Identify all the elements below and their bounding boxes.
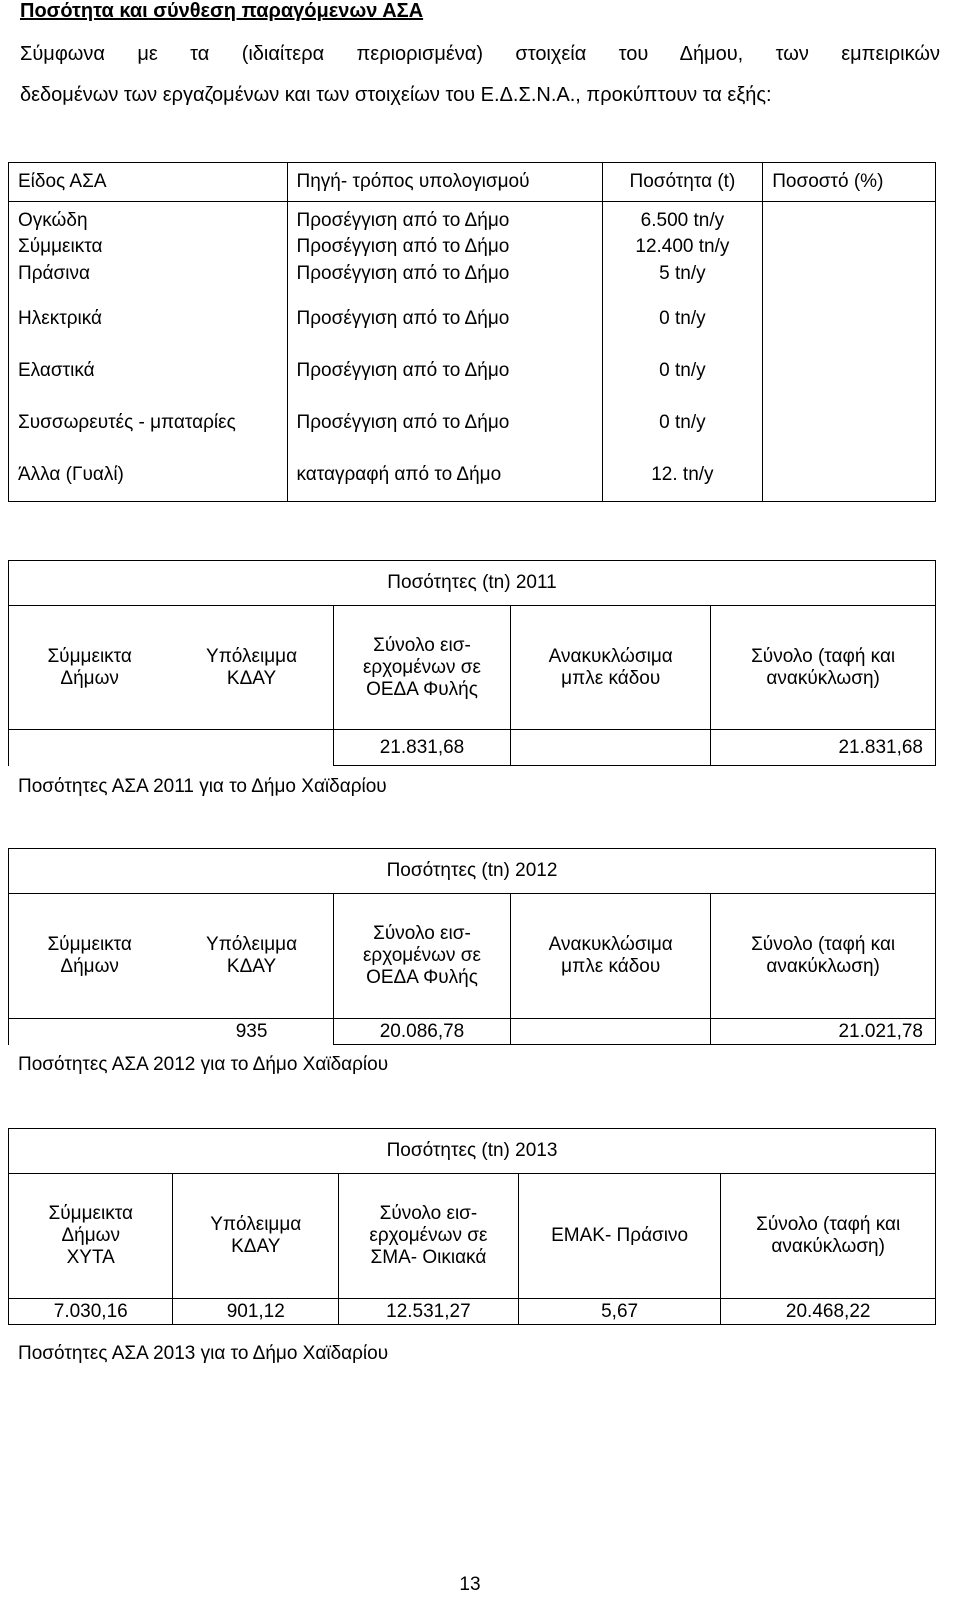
type-cell: Ελαστικά xyxy=(9,345,288,397)
pct-cell xyxy=(763,232,936,263)
header-cell: Σύμμεικτα Δήμων xyxy=(9,894,171,1019)
header-cell: Ανακυκλώσιμα μπλε κάδου xyxy=(511,894,711,1019)
value-cell: 21.021,78 xyxy=(711,1019,936,1045)
table-row xyxy=(9,730,936,766)
header-cell: Ποσότητα (t) xyxy=(602,163,763,202)
value-cell: 901,12 xyxy=(173,1299,339,1325)
header-cell: ΕΜΑΚ- Πράσινο xyxy=(518,1174,721,1299)
caption-2012: Ποσότητες ΑΣΑ 2012 για το Δήμο Χαϊδαρίου xyxy=(18,1054,389,1075)
table-title-row xyxy=(9,1129,936,1174)
value-cell: 21.831,68 xyxy=(711,730,936,766)
type-cell: Σύμμεικτα xyxy=(9,232,288,263)
type-cell: Πράσινα xyxy=(9,263,288,293)
type-cell: Ογκώδη xyxy=(9,202,288,232)
table-header-row xyxy=(9,163,936,202)
table-row xyxy=(9,232,936,263)
table-row xyxy=(9,449,936,502)
header-cell: Σύνολο (ταφή και ανακύκλωση) xyxy=(721,1174,936,1299)
value-cell: 21.831,68 xyxy=(333,730,510,766)
source-cell: Προσέγγιση από το Δήμο xyxy=(287,345,602,397)
source-cell: Προσέγγιση από το Δήμο xyxy=(287,397,602,449)
quantities-2011-table xyxy=(8,560,936,766)
caption-2011: Ποσότητες ΑΣΑ 2011 για το Δήμο Χαϊδαρίου xyxy=(18,776,387,797)
value-cell: 7.030,16 xyxy=(9,1299,173,1325)
value-cell xyxy=(9,1019,171,1045)
value-cell: 20.468,22 xyxy=(721,1299,936,1325)
type-cell: Συσσωρευτές - μπαταρίες xyxy=(9,397,288,449)
waste-types-table xyxy=(8,162,936,502)
table-title: Ποσότητες (tn) 2012 xyxy=(9,849,936,894)
source-cell: Προσέγγιση από το Δήμο xyxy=(287,232,602,263)
table-row xyxy=(9,293,936,345)
header-cell: Υπόλειμμα ΚΔΑΥ xyxy=(173,1174,339,1299)
source-cell: Προσέγγιση από το Δήμο xyxy=(287,202,602,232)
pct-cell xyxy=(763,263,936,293)
pct-cell xyxy=(763,202,936,232)
qty-cell: 0 tn/y xyxy=(602,397,763,449)
table-header-row xyxy=(9,606,936,730)
table-header-row xyxy=(9,1174,936,1299)
value-cell: 12.531,27 xyxy=(339,1299,519,1325)
header-cell: Σύμμεικτα Δήμων ΧΥΤΑ xyxy=(9,1174,173,1299)
qty-cell: 5 tn/y xyxy=(602,263,763,293)
pct-cell xyxy=(763,449,936,502)
pct-cell xyxy=(763,293,936,345)
table-row xyxy=(9,397,936,449)
header-cell: Ανακυκλώσιμα μπλε κάδου xyxy=(511,606,711,730)
header-cell: Πηγή- τρόπος υπολογισμού xyxy=(287,163,602,202)
header-cell: Σύνολο εισ- ερχομένων σε ΟΕΔΑ Φυλής xyxy=(333,894,510,1019)
header-cell: Σύνολο (ταφή και ανακύκλωση) xyxy=(711,606,936,730)
table-title-row xyxy=(9,561,936,606)
table-row xyxy=(9,345,936,397)
source-cell: καταγραφή από το Δήμο xyxy=(287,449,602,502)
value-cell xyxy=(511,730,711,766)
type-cell: Ηλεκτρικά xyxy=(9,293,288,345)
caption-2013: Ποσότητες ΑΣΑ 2013 για το Δήμο Χαϊδαρίου xyxy=(18,1343,389,1364)
value-cell xyxy=(511,1019,711,1045)
quantities-2012-table xyxy=(8,848,936,1045)
value-cell: 935 xyxy=(170,1019,333,1045)
source-cell: Προσέγγιση από το Δήμο xyxy=(287,263,602,293)
table-row xyxy=(9,263,936,293)
table-title: Ποσότητες (tn) 2013 xyxy=(9,1129,936,1174)
header-cell: Σύνολο εισ- ερχομένων σε ΟΕΔΑ Φυλής xyxy=(333,606,510,730)
value-cell: 5,67 xyxy=(518,1299,721,1325)
header-cell: Σύμμεικτα Δήμων xyxy=(9,606,171,730)
qty-cell: 12. tn/y xyxy=(602,449,763,502)
table-row xyxy=(9,202,936,232)
qty-cell: 12.400 tn/y xyxy=(602,232,763,263)
header-cell: Υπόλειμμα ΚΔΑΥ xyxy=(170,894,333,1019)
table-title: Ποσότητες (tn) 2011 xyxy=(9,561,936,606)
qty-cell: 0 tn/y xyxy=(602,293,763,345)
intro-line-1: Σύμφωνα με τα (ιδιαίτερα περιορισμένα) στοιχεία του Δήμου, των εμπειρικών xyxy=(20,43,940,65)
intro-line-2: δεδομένων των εργαζομένων και των στοιχείων του Ε.Δ.Σ.Ν.Α., προκύπτουν τα εξής: xyxy=(20,84,772,106)
quantities-2013-table xyxy=(8,1128,936,1325)
page-number: 13 xyxy=(459,1574,481,1595)
pct-cell xyxy=(763,397,936,449)
header-cell: Είδος ΑΣΑ xyxy=(9,163,288,202)
qty-cell: 6.500 tn/y xyxy=(602,202,763,232)
header-cell: Σύνολο (ταφή και ανακύκλωση) xyxy=(711,894,936,1019)
table-row xyxy=(9,1019,936,1045)
table-row xyxy=(9,1299,936,1325)
value-cell xyxy=(170,730,333,766)
header-cell: Υπόλειμμα ΚΔΑΥ xyxy=(170,606,333,730)
value-cell: 20.086,78 xyxy=(333,1019,510,1045)
table-title-row xyxy=(9,849,936,894)
section-heading: Ποσότητα και σύνθεση παραγόμενων ΑΣΑ xyxy=(20,0,424,22)
type-cell: Άλλα (Γυαλί) xyxy=(9,449,288,502)
source-cell: Προσέγγιση από το Δήμο xyxy=(287,293,602,345)
pct-cell xyxy=(763,345,936,397)
header-cell: Σύνολο εισ- ερχομένων σε ΣΜΑ- Οικιακά xyxy=(339,1174,519,1299)
table-header-row xyxy=(9,894,936,1019)
qty-cell: 0 tn/y xyxy=(602,345,763,397)
header-cell: Ποσοστό (%) xyxy=(763,163,936,202)
value-cell xyxy=(9,730,171,766)
